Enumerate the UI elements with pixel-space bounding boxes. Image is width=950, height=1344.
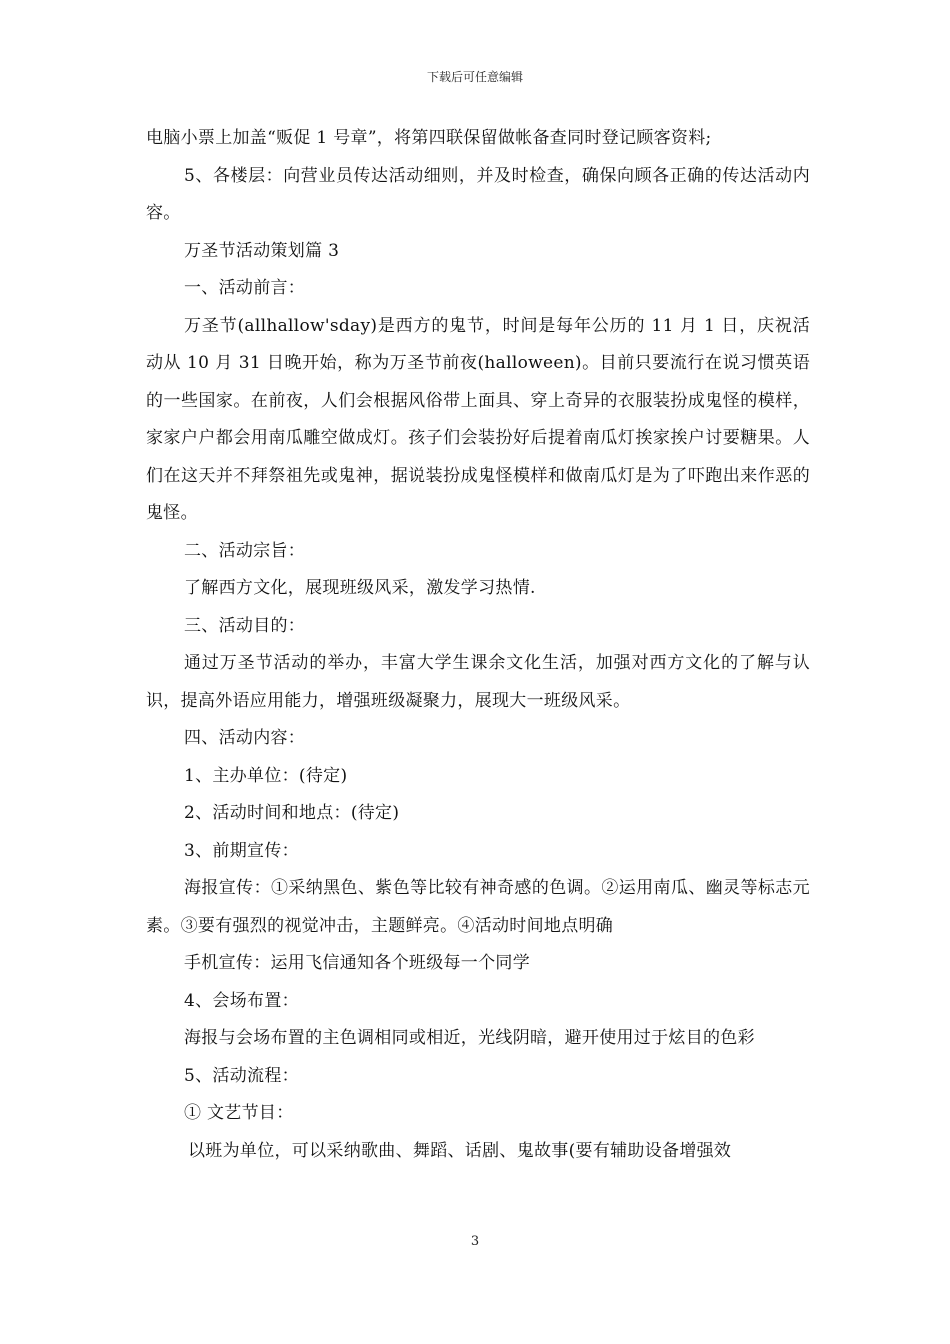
list-item: 2、活动时间和地点：(待定) — [184, 803, 400, 823]
paragraph: 5、各楼层：向营业员传达活动细则，并及时检查，确保向顾各正确的传达活动内容。 — [146, 165, 810, 223]
heading: 四、活动内容： — [184, 728, 306, 748]
list-item: 4、会场布置： — [184, 990, 299, 1011]
list-item: 5、活动流程： — [184, 1065, 299, 1086]
paragraph: 了解西方文化，展现班级风采，激发学习热情. — [184, 578, 536, 598]
heading: 一、活动前言： — [184, 278, 306, 298]
page-number: 3 — [470, 1234, 480, 1249]
paragraph: 手机宣传：运用飞信通知各个班级每一个同学 — [184, 953, 530, 973]
heading: 二、活动宗旨： — [184, 540, 306, 561]
paragraph: 以班为单位，可以采纳歌曲、舞蹈、话剧、鬼故事(要有辅助设备增强效 — [188, 1140, 732, 1161]
paragraph: 通过万圣节活动的举办，丰富大学生课余文化生活，加强对西方文化的了解与认识，提高外语应用能力，增强班级凝聚力，展现大一班级风采。 — [146, 653, 810, 711]
paragraph: 海报与会场布置的主色调相同或相近，光线阴暗，避开使用过于炫目的色彩 — [184, 1028, 755, 1048]
page-header: 下载后可任意编辑 — [426, 70, 523, 84]
list-item: 1、主办单位：(待定) — [184, 765, 348, 786]
document-body — [146, 120, 810, 1170]
list-item: 3、前期宣传： — [184, 840, 299, 861]
paragraph: 万圣节(allhallow'sday)是西方的鬼节，时间是每年公历的 11 月 1 日，庆祝活动从 10 月 31 日晚开始，称为万圣节前夜(halloween)。目前只要流行在说习惯英语的一些国家。在前夜，人们会根据风俗带上面具、穿上奇异的衣服装扮成鬼怪的模样，家家户户都会用南瓜雕空做成灯。孩子们会装扮好后提着南瓜灯挨家挨户讨要糖果。人们在这天并不拜祭祖先或鬼神，据说装扮成鬼怪模样和做南瓜灯是为了吓跑出来作恶的鬼怪。 — [146, 315, 810, 523]
list-item: ① 文艺节目： — [184, 1103, 294, 1123]
section-title: 万圣节活动策划篇 3 — [184, 240, 340, 261]
paragraph: 海报宣传：①采纳黑色、紫色等比较有神奇感的色调。②运用南瓜、幽灵等标志元素。③要有强烈的视觉冲击，主题鲜亮。④活动时间地点明确 — [146, 878, 810, 936]
paragraph: 电脑小票上加盖“贩促 1 号章”，将第四联保留做帐备查同时登记顾客资料; — [146, 128, 712, 148]
heading: 三、活动目的： — [184, 615, 306, 636]
